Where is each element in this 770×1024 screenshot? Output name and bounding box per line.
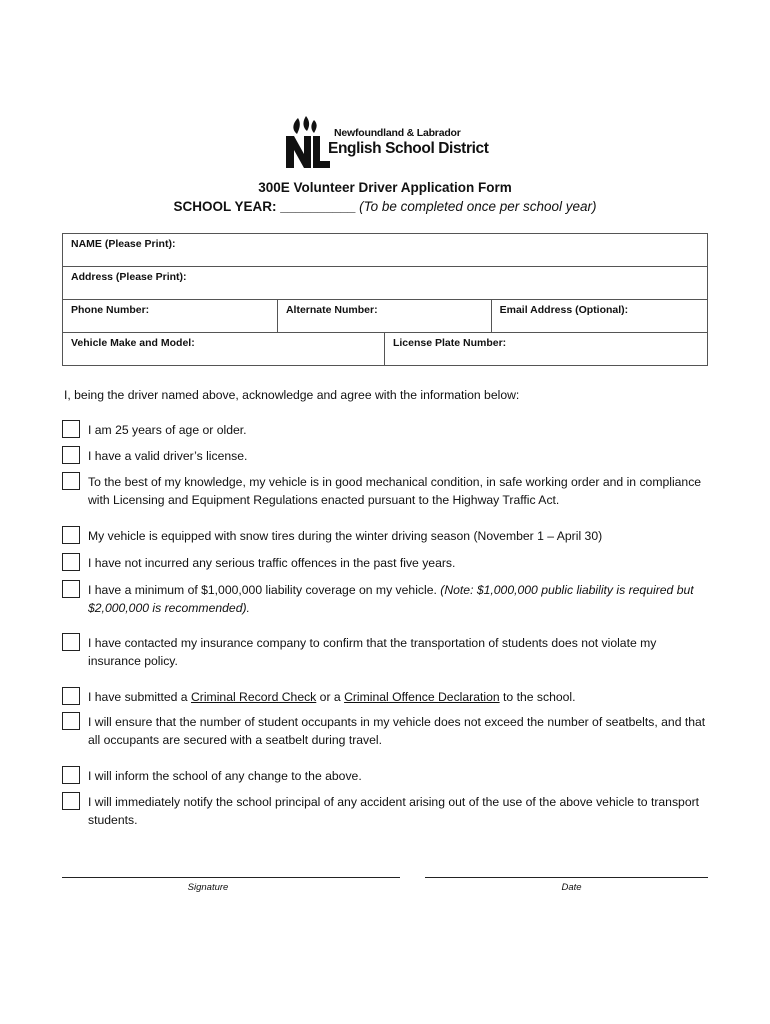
date-input[interactable] (425, 877, 708, 878)
vehicle-field[interactable] (63, 333, 385, 366)
logo-line-1: Newfoundland & Labrador (334, 127, 461, 139)
liability-main-text: I have a minimum of $1,000,000 liability coverage on my vehicle. (88, 583, 441, 597)
age-text: I am 25 years of age or older. (88, 423, 247, 437)
criminal-record-checkbox[interactable] (62, 687, 80, 705)
insurance-text: I have contacted my insurance company to confirm that the transportation of students does not violate my insurance policy. (88, 636, 657, 668)
offences-text: I have not incurred any serious traffic offences in the past five years. (88, 556, 456, 570)
school-year-line (0, 199, 770, 214)
condition-text: To the best of my knowledge, my vehicle is in good mechanical condition, in safe working order and in compliance with Licensing and Equipment Regulations enacted pursuant to the Highway Traffic Act. (88, 475, 702, 507)
license-text: I have a valid driver’s license. (88, 449, 248, 463)
license-plate-label: License Plate Number: (392, 337, 507, 349)
address-field[interactable] (63, 267, 708, 300)
inform-checkbox[interactable] (62, 766, 80, 784)
district-logo (284, 116, 489, 168)
nl-leaf-logo-icon (284, 116, 332, 168)
phone-field-label: Phone Number: (71, 304, 150, 316)
seatbelts-checkbox[interactable] (62, 712, 80, 730)
seatbelts-text: I will ensure that the number of student occupants in my vehicle does not exceed the number of seatbelts, and that all occupants are secured with a seatbelt during travel. (88, 715, 706, 747)
address-field-label: Address (Please Print): (71, 271, 187, 283)
alternate-number-label: Alternate Number: (285, 304, 378, 316)
email-field-label: Email Address (Optional): (499, 304, 629, 316)
criminal-record-mid: or a (316, 690, 345, 704)
email-field[interactable] (491, 300, 707, 333)
insurance-checkbox[interactable] (62, 633, 80, 651)
liability-text (88, 582, 712, 617)
criminal-record-post: to the school. (499, 690, 576, 704)
criminal-record-check-link[interactable]: Criminal Record Check (190, 690, 317, 704)
alternate-number-field[interactable] (277, 300, 491, 333)
logo-line-2: English School District (328, 140, 489, 157)
signature-input[interactable] (62, 877, 400, 878)
offences-checkbox[interactable] (62, 553, 80, 571)
accident-text: I will immediately notify the school principal of any accident arising out of the use of the above vehicle to transport students. (88, 795, 700, 827)
date-label: Date (561, 882, 582, 893)
school-year-label: SCHOOL YEAR: (173, 199, 277, 214)
inform-text: I will inform the school of any change to the above. (88, 769, 362, 783)
school-year-note: (To be completed once per school year) (359, 199, 597, 214)
acknowledgement-text: I, being the driver named above, acknowledge and agree with the information below: (64, 388, 520, 402)
license-plate-field[interactable] (384, 333, 707, 366)
accident-checkbox[interactable] (62, 792, 80, 810)
criminal-record-pre: I have submitted a (88, 690, 191, 704)
condition-checkbox[interactable] (62, 472, 80, 490)
license-checkbox[interactable] (62, 446, 80, 464)
liability-note-text: (Note: $1,000,000 public liability is required but $2,000,000 is recommended). (88, 583, 694, 615)
name-field[interactable] (63, 234, 708, 267)
criminal-offence-declaration-link[interactable]: Criminal Offence Declaration (344, 690, 500, 704)
form-title: 300E Volunteer Driver Application Form (258, 180, 512, 195)
driver-info-table (62, 233, 708, 366)
school-year-input[interactable]: __________ (280, 199, 356, 214)
name-field-label: NAME (Please Print): (71, 238, 176, 250)
liability-checkbox[interactable] (62, 580, 80, 598)
vehicle-field-label: Vehicle Make and Model: (71, 337, 195, 349)
phone-field[interactable] (63, 300, 278, 333)
criminal-record-text (88, 689, 712, 707)
snow-tires-text: My vehicle is equipped with snow tires during the winter driving season (November 1 – April 30) (88, 529, 603, 543)
snow-tires-checkbox[interactable] (62, 526, 80, 544)
signature-label: Signature (187, 882, 229, 893)
age-checkbox[interactable] (62, 420, 80, 438)
